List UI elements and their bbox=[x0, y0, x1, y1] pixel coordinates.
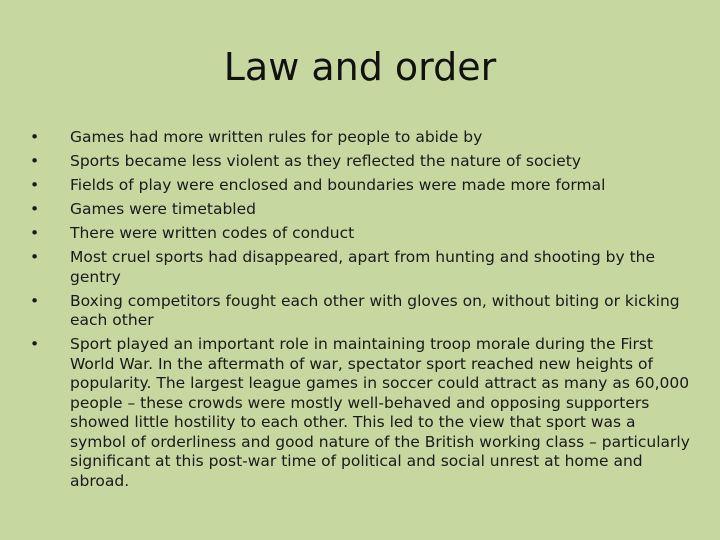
bullet-icon: • bbox=[30, 128, 40, 146]
bullet-icon: • bbox=[30, 248, 40, 266]
bullet-icon: • bbox=[30, 176, 40, 194]
bullet-text: Games had more written rules for people to abide by bbox=[70, 128, 483, 146]
bullet-text: Most cruel sports had disappeared, apart from hunting and shooting by the gentry bbox=[70, 248, 656, 286]
bullet-item bbox=[30, 224, 690, 244]
bullet-list bbox=[30, 128, 690, 496]
bullet-text: There were written codes of conduct bbox=[70, 224, 355, 242]
bullet-item bbox=[30, 248, 690, 287]
bullet-icon: • bbox=[30, 152, 40, 170]
bullet-item bbox=[30, 152, 690, 172]
bullet-text: Sport played an important role in maintaining troop morale during the First World War. In the aftermath of war, spectator sport reached new heights of popularity. The largest league games in soccer could attract as many as 60,000 people – these crowds were mostly well-behaved and opposing supporters showed little hostility to each other. This led to the view that sport was a symbol of orderliness and good nature of the British working class – particularly significant at this post-war time of political and social unrest at home and abroad. bbox=[70, 335, 690, 490]
bullet-text: Boxing competitors fought each other with gloves on, without biting or kicking each other bbox=[70, 291, 680, 329]
bullet-item bbox=[30, 335, 690, 491]
bullet-icon: • bbox=[30, 224, 40, 242]
slide-title: Law and order bbox=[223, 45, 497, 89]
bullet-icon: • bbox=[30, 291, 40, 310]
bullet-text: Sports became less violent as they reflected the nature of society bbox=[70, 152, 582, 170]
bullet-item bbox=[30, 128, 690, 148]
bullet-text: Fields of play were enclosed and boundaries were made more formal bbox=[70, 176, 606, 194]
bullet-icon: • bbox=[30, 200, 40, 218]
bullet-icon: • bbox=[30, 335, 40, 353]
bullet-item bbox=[30, 292, 690, 331]
bullet-text: Games were timetabled bbox=[70, 200, 256, 218]
bullet-item bbox=[30, 176, 690, 196]
bullet-item bbox=[30, 200, 690, 220]
